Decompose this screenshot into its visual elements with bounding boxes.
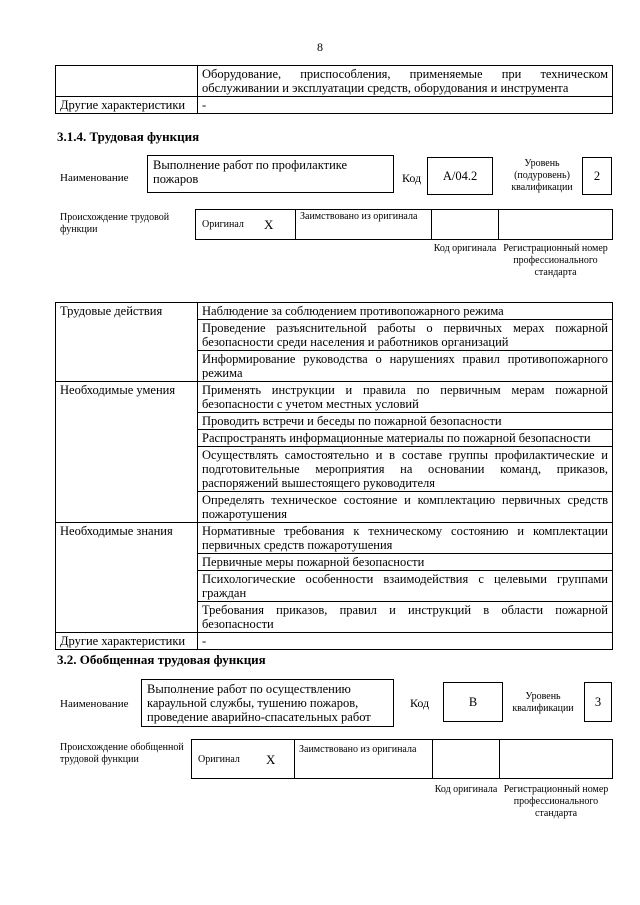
skill-item: Проводить встречи и беседы по пожарной безопасности (198, 413, 613, 430)
name-label-2: Наименование (60, 698, 129, 710)
level-label: Уровень (подуровень) квалификации (511, 158, 573, 193)
action-item: Информирование руководства о нарушениях правил противопожарного режима (198, 351, 613, 382)
level-value-box (582, 157, 612, 195)
code-original-caption: Код оригинала (433, 243, 497, 254)
section-heading-3-1-4: 3.1.4. Трудовая функция (57, 129, 200, 144)
original-mark: X (264, 217, 274, 232)
code-label-2: Код (410, 696, 430, 710)
reg-number-caption-2: Регистрационный номер профессионального стандарта (503, 784, 609, 819)
knowledge-item: Психологические особенности взаимодействия с целевыми группами граждан (198, 571, 613, 602)
name-value-box-2 (141, 679, 394, 727)
code-value-box (427, 157, 493, 195)
code-label: Код (402, 171, 422, 185)
level-value: 2 (593, 168, 601, 183)
skill-item: Определять техническое состояние и комплектацию первичных средств пожаротушения (198, 492, 613, 523)
other-label: Другие характеристики (56, 633, 198, 650)
knowledge-item: Нормативные требования к техническому состоянию и комплектации первичных средств пожаротушения (198, 523, 613, 554)
borrowed-label-2: Заимствовано из оригинала (299, 744, 417, 755)
original-label-2: Оригинал (198, 754, 240, 765)
action-item: Проведение разъяснительной работы о первичных мерах пожарной безопасности среди населения и работников организаций (198, 320, 613, 351)
function-table (55, 302, 613, 650)
original-cell-2 (191, 739, 295, 779)
borrowed-label: Заимствовано из оригинала (300, 211, 418, 222)
origin-label-2: Происхождение обобщенной трудовой функции (60, 742, 184, 765)
knowledge-item: Требования приказов, правил и инструкций в области пожарной безопасности (198, 602, 613, 633)
borrowed-cell (295, 209, 432, 240)
skill-item: Осуществлять самостоятельно и в составе группы профилактические и подготовительные мероприятия на основании команд, приказов, распоряжений вышестоящего руководителя (198, 447, 613, 492)
code-value: A/04.2 (442, 168, 478, 183)
level-value-2: 3 (594, 694, 602, 709)
other-characteristics-label: Другие характеристики (56, 97, 198, 114)
empty-label-cell (56, 66, 198, 97)
borrowed-cell-2 (294, 739, 433, 779)
name-value: Выполнение работ по профилактике пожаров (153, 158, 348, 186)
equipment-text: Оборудование, приспособления, применяемые при техническом обслуживании и эксплуатации средств, оборудования и инструмента (198, 66, 613, 97)
name-value-2: Выполнение работ по осуществлению караульной службы, тушению пожаров, проведение аварийно-спасательных работ (147, 682, 371, 724)
skill-item: Применять инструкции и правила по первичным мерам пожарной безопасности с учетом местных условий (198, 382, 613, 413)
name-value-box (147, 155, 394, 193)
skills-label: Необходимые умения (56, 382, 198, 523)
level-label-2: Уровень квалификации (512, 691, 574, 714)
action-item: Наблюдение за соблюдением противопожарного режима (198, 303, 613, 320)
other-value: - (198, 633, 613, 650)
level-value-box-2 (584, 682, 612, 722)
skill-item: Распространять информационные материалы по пожарной безопасности (198, 430, 613, 447)
name-label: Наименование (60, 172, 129, 184)
knowledge-label: Необходимые знания (56, 523, 198, 633)
reg-number-caption: Регистрационный номер профессионального стандарта (503, 243, 608, 278)
original-mark-2: X (266, 752, 276, 767)
actions-label: Трудовые действия (56, 303, 198, 382)
code-original-cell-2 (432, 739, 500, 779)
original-label: Оригинал (202, 219, 244, 230)
origin-label: Происхождение трудовой функции (60, 212, 170, 235)
page-number: 8 (317, 40, 323, 54)
section-heading-3-2: 3.2. Обобщенная трудовая функция (57, 652, 266, 667)
code-value-box-2 (443, 682, 503, 722)
top-table (55, 65, 613, 114)
original-cell (195, 209, 296, 240)
knowledge-item: Первичные меры пожарной безопасности (198, 554, 613, 571)
other-characteristics-value: - (198, 97, 613, 114)
code-value-2: B (468, 694, 478, 709)
reg-number-cell-2 (499, 739, 613, 779)
code-original-caption-2: Код оригинала (434, 784, 498, 795)
